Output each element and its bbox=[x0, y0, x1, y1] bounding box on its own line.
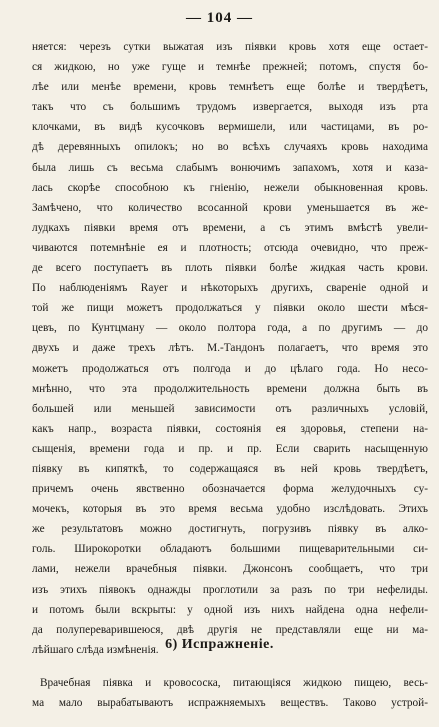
text-line: же результатовъ можно достигнуть, погрузивъ піявку въ алко- bbox=[32, 523, 428, 536]
text-line: дѣ деревянныхъ опилокъ; но во всѣхъ случаяхъ кровь находима bbox=[32, 141, 428, 154]
text-line: Врачебная піявка и кровососка, питающіяся жидкою пищею, весь- bbox=[40, 677, 428, 689]
text-line: лась скорѣе способною къ гніенію, нежели обыкновенная кровь. bbox=[32, 181, 428, 194]
text-line: мнѣнно, что эта продолжительность времени должна быть въ bbox=[32, 382, 428, 395]
text-line: той же пищи можетъ продолжаться у піявки около шести мѣся- bbox=[32, 302, 428, 315]
text-line: піявку въ кипяткѣ, то содержащаяся въ ней кровь твердѣетъ, bbox=[32, 462, 428, 475]
text-line: была лишь съ весьма слабымъ вонючимъ запахомъ, хотя и каза- bbox=[32, 161, 428, 174]
text-line: можетъ продолжаться отъ полгода и до цѣлаго года. Но несо- bbox=[32, 362, 428, 375]
text-line: ма мало вырабатываютъ испражняемыхъ веществъ. Таково устрой- bbox=[32, 697, 428, 710]
text-line: По наблюденіямъ Rayer и нѣкоторыхъ другихъ, свареніе одной и bbox=[32, 282, 428, 295]
text-line: причемъ очень явственно обозначается форма желудочныхъ су- bbox=[32, 483, 428, 496]
text-line: голь. Широкоротки обладаютъ большими пищеварительными си- bbox=[32, 543, 428, 556]
section-text bbox=[32, 673, 428, 713]
text-line: какъ напр., возраста піявки, состоянія ея здоровья, степени на- bbox=[32, 422, 428, 435]
text-line: изъ этихъ піявокъ однажды проглотили за разъ по три нефелиды. bbox=[32, 583, 428, 596]
text-line: лѣе или менѣе времени, кровь темнѣетъ еще болѣе и твердѣетъ, bbox=[32, 81, 428, 94]
text-line: мочекъ, которыя въ это время весьма удобно изслѣдовать. Этихъ bbox=[32, 503, 428, 516]
text-line: няется: черезъ сутки выжатая изъ піявки кровь хотя еще остает- bbox=[32, 41, 428, 53]
text-line: сыщенія, времени года и пр. и пр. Если сварить насыщенную bbox=[32, 442, 428, 455]
text-line: двухъ и даже трехъ лѣтъ. М.-Тандонъ полагаетъ, что время это bbox=[32, 342, 428, 355]
body-text bbox=[32, 37, 428, 660]
text-line: и потомъ были вскрыты: у одной изъ нихъ найдена одна нефели- bbox=[32, 603, 428, 616]
text-line: цевъ, по Кунтцману — около полтора года, а по другимъ — до bbox=[32, 322, 428, 335]
text-line: де всего поступаетъ въ плоть піявки болѣе жидкая часть крови. bbox=[32, 262, 428, 275]
page-number: — 104 — bbox=[186, 10, 253, 26]
text-line: чиваются потемнѣніе ея и плотность; отсюда очевидно, что преж- bbox=[32, 241, 428, 254]
text-line: лѣйшаго слѣда измѣненія. bbox=[32, 643, 159, 656]
text-line: Замѣчено, что количество всосанной крови уменьшается въ же- bbox=[32, 201, 428, 214]
text-line: клочками, въ видѣ кусочковъ вермишели, или частицами, въ ро- bbox=[32, 121, 428, 134]
text-line: лудкахъ піявки время отъ времени, а съ этимъ вмѣстѣ увели- bbox=[32, 221, 428, 234]
section-heading: 6) Испражненіе. bbox=[165, 637, 274, 652]
text-line: такъ что съ большимъ трудомъ извергается, выходя изъ рта bbox=[32, 101, 428, 114]
text-line: лами, нежели врачебныя піявки. Джонсонъ сообщаетъ, что три bbox=[32, 563, 428, 576]
text-line: ся жидкою, но уже гуще и темнѣе прежней; потомъ, спустя бо- bbox=[32, 61, 428, 74]
text-line: большей или меньшей зависимости отъ различныхъ условій, bbox=[32, 402, 428, 415]
text-line: да полупереварившеюся, двѣ другія не представляли еще ни ма- bbox=[32, 623, 428, 636]
